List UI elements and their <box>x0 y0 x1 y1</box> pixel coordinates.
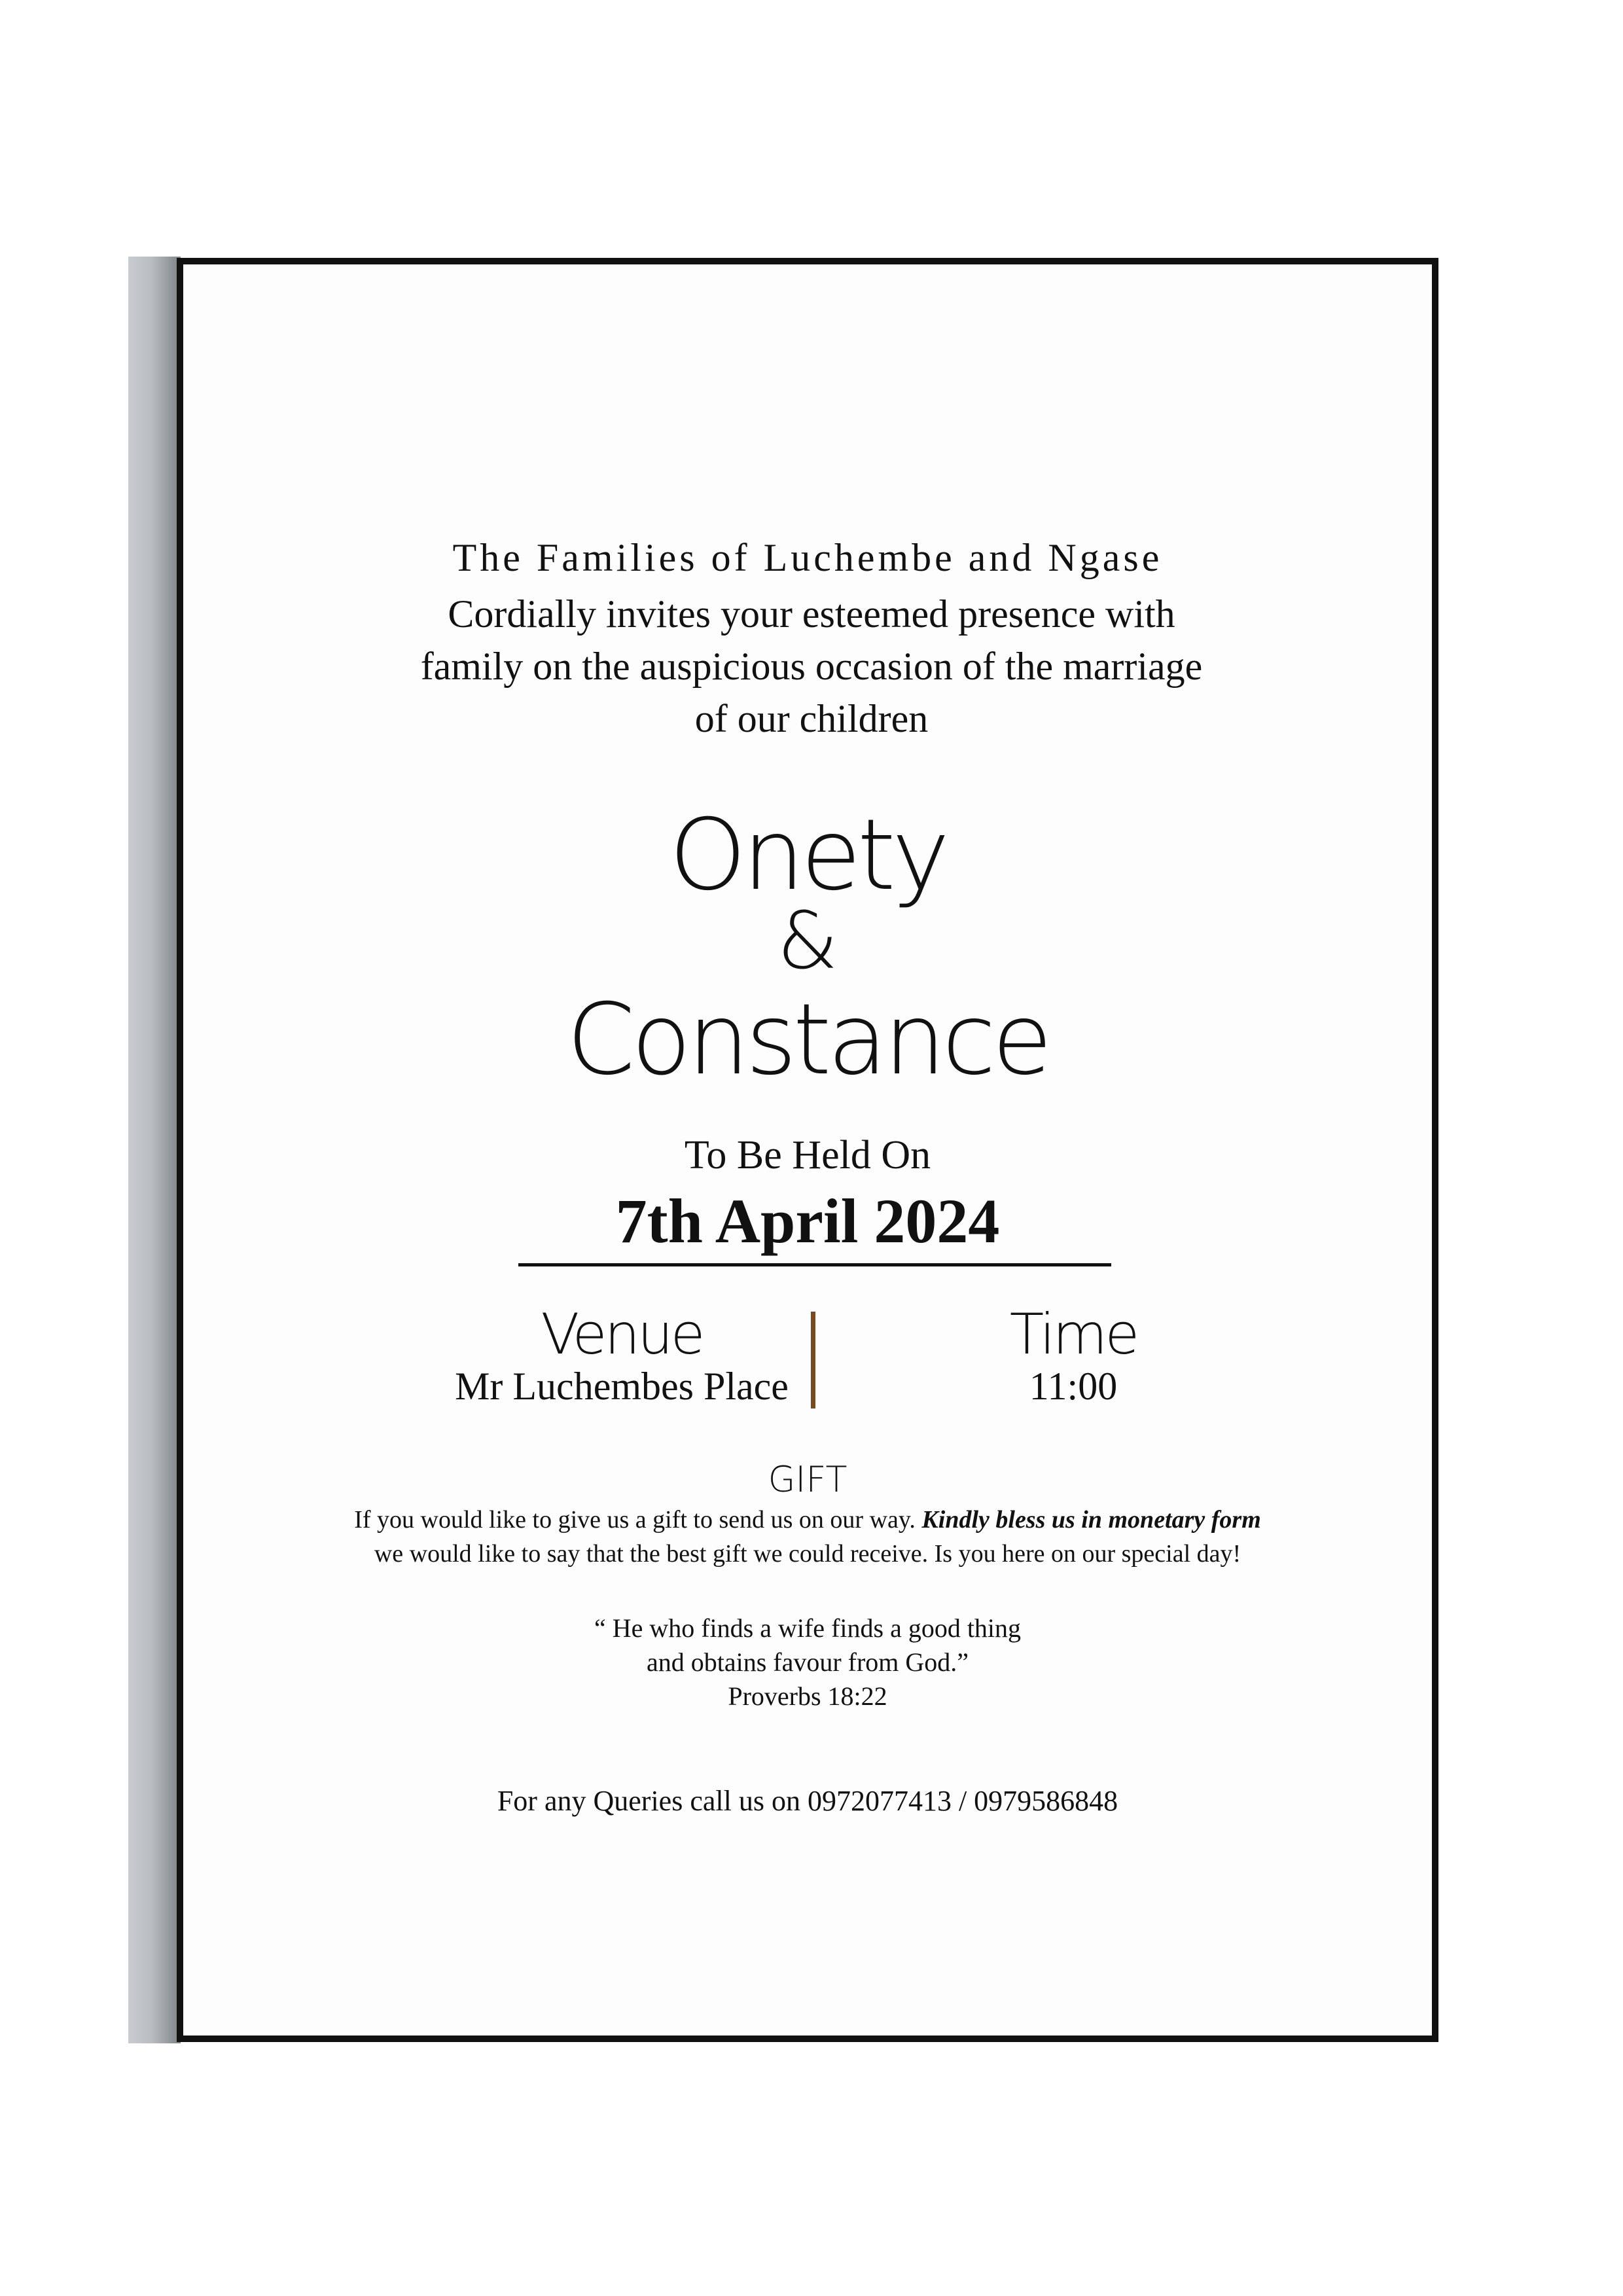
contact-line: For any Queries call us on 0972077413 / 0979586848 <box>497 1785 1118 1817</box>
invitation-card <box>177 258 1438 2042</box>
venue-value: Mr Luchembes Place <box>455 1365 789 1408</box>
card-shadow <box>128 257 181 2043</box>
held-on-label: To Be Held On <box>684 1133 931 1177</box>
gift-line-1-emphasis: Kindly bless us in monetary form <box>921 1506 1261 1534</box>
quote-reference: Proverbs 18:22 <box>728 1681 887 1711</box>
bible-quote <box>183 1611 1432 1713</box>
invite-line-1: Cordially invites your esteemed presence with <box>448 592 1175 636</box>
venue-block <box>399 1302 844 1408</box>
gift-text <box>183 1503 1432 1571</box>
date-underline <box>518 1263 1111 1266</box>
event-date: 7th April 2024 <box>615 1186 1000 1256</box>
quote-line-1: “ He who finds a wife finds a good thing <box>594 1613 1022 1643</box>
gift-line-1 <box>183 1503 1432 1537</box>
gift-line-2: we would like to say that the best gift we could receive. Is you here on our special day! <box>374 1540 1241 1568</box>
bride-name: Constance <box>566 983 1049 1097</box>
invite-text <box>321 588 1302 745</box>
invite-line-2: family on the auspicious occasion of the marriage <box>420 645 1203 688</box>
groom-name: Onety <box>669 798 946 912</box>
ampersand: & <box>777 896 838 987</box>
time-value: 11:00 <box>1029 1365 1118 1408</box>
invite-line-3: of our children <box>694 697 929 740</box>
quote-line-2: and obtains favour from God.” <box>646 1647 969 1677</box>
venue-label: Venue <box>541 1302 703 1367</box>
time-label: Time <box>1009 1302 1137 1367</box>
venue-time-divider <box>811 1312 815 1408</box>
families-line: The Families of Luchembe and Ngase <box>452 536 1163 579</box>
gift-line-1-plain: If you would like to give us a gift to send us on our way. <box>354 1506 922 1534</box>
time-block <box>916 1302 1230 1408</box>
gift-title: GIFT <box>768 1459 847 1500</box>
